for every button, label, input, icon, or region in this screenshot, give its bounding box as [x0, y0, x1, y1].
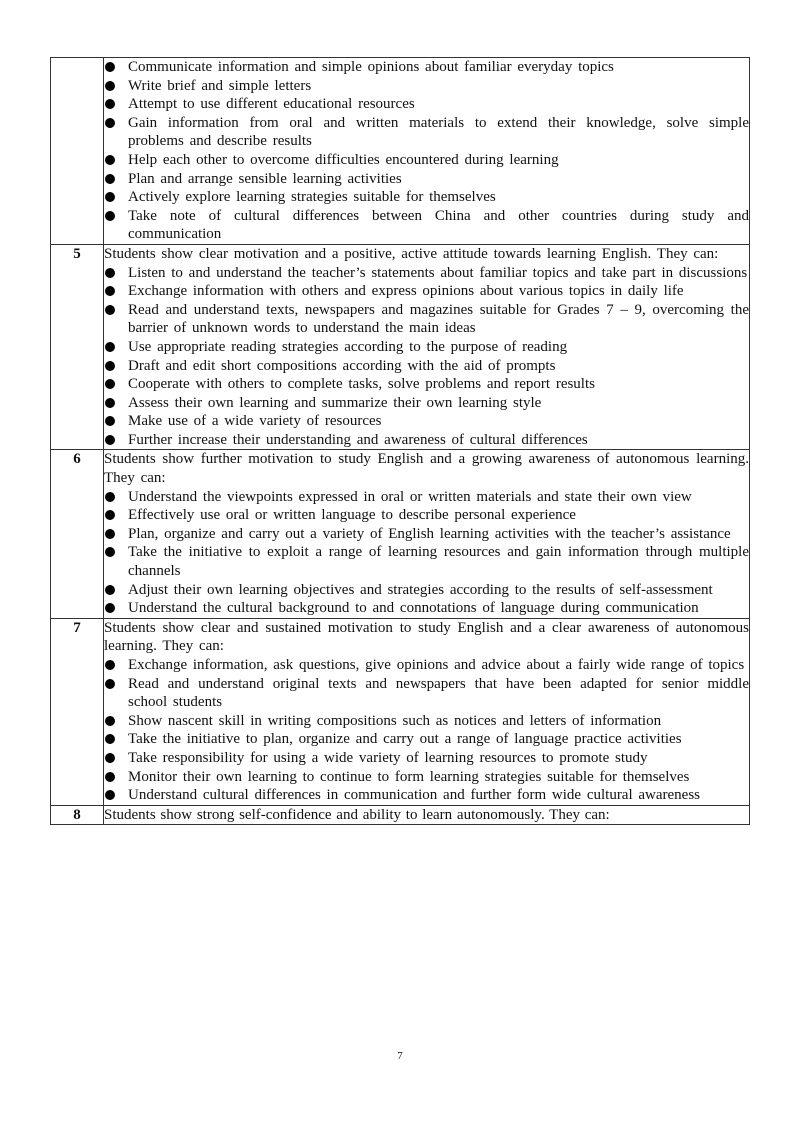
objective-item	[104, 656, 749, 675]
objective-text: Take responsibility for using a wide variety of learning resources to promote study	[128, 749, 648, 766]
objective-item	[104, 768, 749, 787]
objective-text: Write brief and simple letters	[128, 77, 312, 94]
level-intro: Students show clear motivation and a positive, active attitude towards learning English. They can:	[104, 245, 719, 262]
bullet-icon	[105, 585, 115, 595]
level-intro: Students show clear and sustained motivation to study English and a clear awareness of autonomous learning. They can:	[104, 619, 749, 655]
page-number: 7	[397, 1050, 403, 1062]
objective-text: Take the initiative to exploit a range of learning resources and gain information through multiple channels	[128, 544, 749, 580]
objective-item	[104, 730, 749, 749]
level-description	[104, 805, 750, 825]
objective-text: Gain information from oral and written materials to extend their knowledge, solve simple problems and describe results	[128, 114, 749, 150]
bullet-icon	[105, 192, 115, 202]
objective-text: Understand the cultural background to and connotations of language during communication	[128, 600, 699, 617]
objective-text: Read and understand texts, newspapers and magazines suitable for Grades 7 – 9, overcoming the barrier of unknown words to understand the main ideas	[128, 301, 749, 337]
bullet-icon	[105, 361, 115, 371]
objective-list	[104, 264, 749, 450]
objective-item	[104, 543, 749, 580]
objective-item	[104, 581, 749, 600]
objective-item	[104, 264, 749, 283]
bullet-icon	[105, 62, 115, 72]
objective-text: Understand the viewpoints expressed in oral or written materials and state their own view	[128, 488, 692, 505]
objective-text: Use appropriate reading strategies according to the purpose of reading	[128, 338, 568, 355]
objective-item	[104, 338, 749, 357]
objective-item	[104, 506, 749, 525]
bullet-icon	[105, 398, 115, 408]
table-row	[51, 618, 750, 805]
bullet-icon	[105, 435, 115, 445]
objective-text: Listen to and understand the teacher’s statements about familiar topics and take part in discussions	[128, 264, 748, 281]
bullet-icon	[105, 118, 115, 128]
objective-item	[104, 488, 749, 507]
table-body	[51, 58, 750, 825]
objective-text: Communicate information and simple opinions about familiar everyday topics	[128, 59, 614, 75]
objective-text: Plan and arrange sensible learning activities	[128, 170, 402, 187]
objective-text: Show nascent skill in writing compositions such as notices and letters of information	[128, 712, 662, 729]
bullet-icon	[105, 342, 115, 352]
objective-list	[104, 488, 749, 618]
level-number: 7	[51, 618, 104, 805]
bullet-icon	[105, 416, 115, 426]
bullet-icon	[105, 772, 115, 782]
objective-item	[104, 675, 749, 712]
objective-text: Take the initiative to plan, organize and carry out a range of language practice activities	[128, 731, 682, 748]
objective-text: Actively explore learning strategies suitable for themselves	[128, 189, 496, 206]
objective-text: Exchange information, ask questions, give opinions and advice about a fairly wide range of topics	[128, 657, 745, 673]
bullet-icon	[105, 286, 115, 296]
bullet-icon	[105, 679, 115, 689]
level-intro: Students show further motivation to study English and a growing awareness of autonomous learning. They can:	[104, 451, 749, 487]
curriculum-levels-table	[50, 57, 750, 825]
bullet-icon	[105, 211, 115, 221]
objective-item	[104, 375, 749, 394]
bullet-icon	[105, 174, 115, 184]
bullet-icon	[105, 99, 115, 109]
objective-text: Adjust their own learning objectives and strategies according to the results of self-assessment	[128, 581, 713, 598]
objective-item	[104, 357, 749, 376]
objective-item	[104, 412, 749, 431]
table-row	[51, 244, 750, 450]
bullet-icon	[105, 753, 115, 763]
level-number: 8	[51, 805, 104, 825]
objective-item	[104, 431, 749, 450]
level-description	[104, 58, 750, 245]
objective-text: Exchange information with others and express opinions about various topics in daily life	[128, 283, 684, 300]
level-description	[104, 618, 750, 805]
objective-item	[104, 77, 749, 96]
objective-item	[104, 207, 749, 244]
bullet-icon	[105, 492, 115, 502]
objective-item	[104, 151, 749, 170]
objective-item	[104, 599, 749, 618]
level-number: 5	[51, 244, 104, 450]
objective-item	[104, 95, 749, 114]
objective-item	[104, 786, 749, 805]
bullet-icon	[105, 603, 115, 613]
objective-text: Assess their own learning and summarize their own learning style	[128, 394, 542, 411]
objective-list	[104, 58, 749, 244]
level-number: 6	[51, 450, 104, 618]
objective-item	[104, 282, 749, 301]
bullet-icon	[105, 268, 115, 278]
bullet-icon	[105, 305, 115, 315]
objective-text: Cooperate with others to complete tasks, solve problems and report results	[128, 376, 595, 393]
bullet-icon	[105, 379, 115, 389]
objective-text: Effectively use oral or written language to describe personal experience	[128, 507, 576, 524]
bullet-icon	[105, 734, 115, 744]
bullet-icon	[105, 529, 115, 539]
bullet-icon	[105, 790, 115, 800]
objective-text: Take note of cultural differences between China and other countries during study and communication	[128, 207, 749, 243]
objective-item	[104, 749, 749, 768]
objective-item	[104, 114, 749, 151]
level-description	[104, 450, 750, 618]
table-row	[51, 450, 750, 618]
objective-item	[104, 712, 749, 731]
table-row	[51, 58, 750, 245]
objective-text: Make use of a wide variety of resources	[128, 413, 382, 430]
bullet-icon	[105, 510, 115, 520]
objective-text: Read and understand original texts and newspapers that have been adapted for senior middle school students	[128, 675, 749, 711]
level-intro: Students show strong self-confidence and ability to learn autonomously. They can:	[104, 806, 610, 823]
objective-text: Further increase their understanding and awareness of cultural differences	[128, 431, 588, 448]
bullet-icon	[105, 660, 115, 670]
bullet-icon	[105, 716, 115, 726]
objective-text: Draft and edit short compositions according with the aid of prompts	[128, 357, 556, 374]
table-row	[51, 805, 750, 825]
bullet-icon	[105, 81, 115, 91]
bullet-icon	[105, 547, 115, 557]
objective-item	[104, 525, 749, 544]
objective-item	[104, 394, 749, 413]
objective-text: Plan, organize and carry out a variety of English learning activities with the teacher’s assistance	[128, 525, 731, 542]
level-number	[51, 58, 104, 245]
objective-item	[104, 301, 749, 338]
objective-item	[104, 188, 749, 207]
bullet-icon	[105, 155, 115, 165]
objective-text: Monitor their own learning to continue to form learning strategies suitable for themselves	[128, 768, 690, 785]
objective-list	[104, 656, 749, 805]
objective-item	[104, 58, 749, 77]
objective-item	[104, 170, 749, 189]
level-description	[104, 244, 750, 450]
objective-text: Attempt to use different educational resources	[128, 96, 415, 113]
objective-text: Understand cultural differences in communication and further form wide cultural awareness	[128, 787, 701, 804]
objective-text: Help each other to overcome difficulties encountered during learning	[128, 151, 559, 168]
